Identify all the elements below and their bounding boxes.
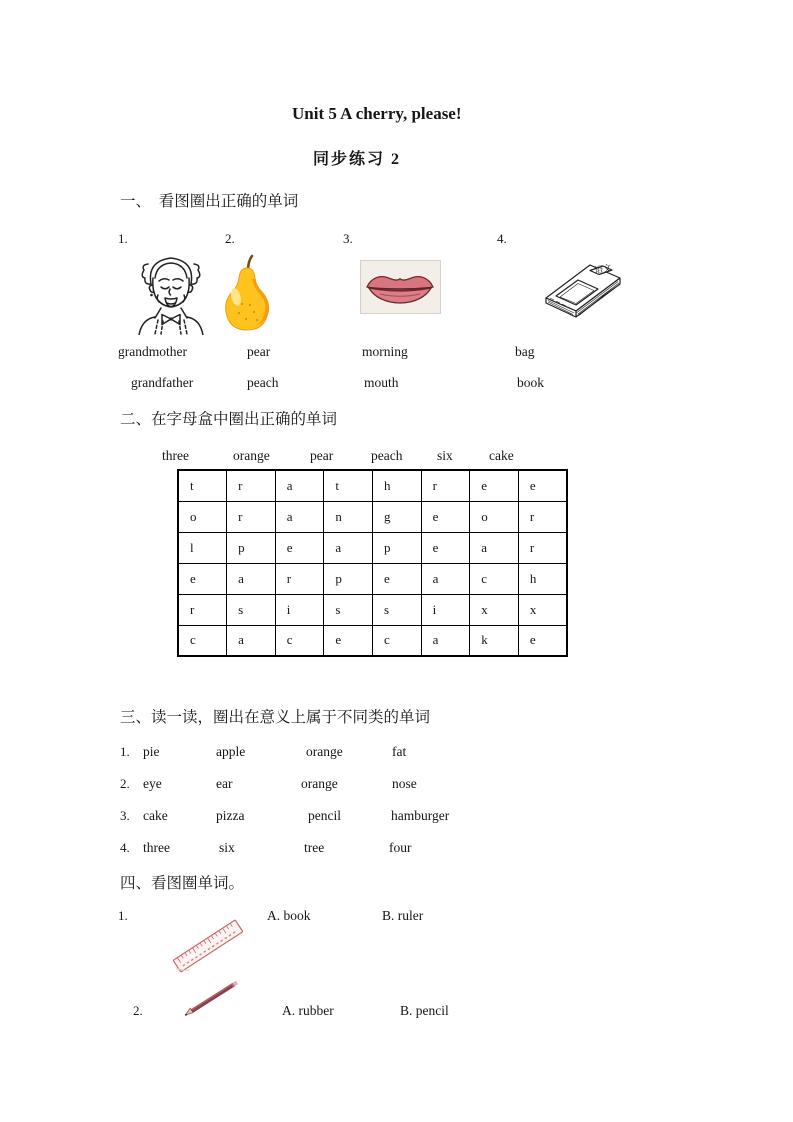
section3-row3-word4[interactable]: hamburger <box>391 808 450 823</box>
section3-row4-word1[interactable]: three <box>143 840 170 855</box>
letter-cell[interactable]: e <box>518 625 567 656</box>
section3-row4-word3[interactable]: tree <box>304 840 325 855</box>
letter-cell[interactable]: e <box>421 532 470 563</box>
section3-row1-word2[interactable]: apple <box>216 744 246 759</box>
option-pear[interactable]: pear <box>247 344 271 359</box>
section3-row4-word2[interactable]: six <box>219 840 235 855</box>
option-mouth[interactable]: mouth <box>364 375 399 390</box>
letter-cell[interactable]: r <box>518 501 567 532</box>
section4-item1-option-a[interactable]: A. book <box>267 908 311 923</box>
section3-row3-word2[interactable]: pizza <box>216 808 245 823</box>
letter-cell[interactable]: l <box>178 532 227 563</box>
grandmother-face-illustration <box>138 251 204 335</box>
section3-row1-number: 1. <box>120 744 130 759</box>
option-grandfather[interactable]: grandfather <box>131 375 194 390</box>
section3-row2-word2[interactable]: ear <box>216 776 233 791</box>
book-cover-text: 语文 <box>593 262 613 275</box>
wordbank-three: three <box>162 448 189 463</box>
letter-cell[interactable]: r <box>227 470 276 501</box>
letter-cell[interactable]: t <box>324 470 373 501</box>
letter-cell[interactable]: e <box>373 563 422 594</box>
section1-item2-number: 2. <box>225 231 235 246</box>
option-bag[interactable]: bag <box>515 344 535 359</box>
letter-cell[interactable]: e <box>178 563 227 594</box>
section3-row1-word3[interactable]: orange <box>306 744 343 759</box>
letter-cell[interactable]: k <box>470 625 519 656</box>
letter-cell[interactable]: e <box>324 625 373 656</box>
section3-row4-word4[interactable]: four <box>389 840 412 855</box>
letter-grid-row <box>178 625 567 656</box>
wordbank-orange: orange <box>233 448 270 463</box>
section3-row3-word1[interactable]: cake <box>143 808 168 823</box>
letter-cell[interactable]: i <box>275 594 324 625</box>
letter-cell[interactable]: x <box>470 594 519 625</box>
section4-item2-number: 2. <box>133 1003 143 1018</box>
letter-cell[interactable]: r <box>227 501 276 532</box>
letter-cell[interactable]: a <box>421 625 470 656</box>
letter-cell[interactable]: a <box>421 563 470 594</box>
letter-grid <box>177 469 568 657</box>
letter-cell[interactable]: r <box>178 594 227 625</box>
letter-cell[interactable]: r <box>421 470 470 501</box>
letter-cell[interactable]: h <box>518 563 567 594</box>
section4-item1-option-b[interactable]: B. ruler <box>382 908 424 923</box>
section4-item2-option-b[interactable]: B. pencil <box>400 1003 449 1018</box>
section4-item1-number: 1. <box>118 908 128 923</box>
section3-row2-number: 2. <box>120 776 130 791</box>
letter-cell[interactable]: a <box>324 532 373 563</box>
pear-illustration <box>224 254 270 334</box>
letter-grid-row <box>178 532 567 563</box>
letter-grid-row <box>178 470 567 501</box>
section2-heading: 二、在字母盒中圈出正确的单词 <box>120 411 338 428</box>
section4-item2-option-a[interactable]: A. rubber <box>282 1003 334 1018</box>
letter-cell[interactable]: p <box>324 563 373 594</box>
letter-cell[interactable]: c <box>470 563 519 594</box>
letter-grid-row <box>178 563 567 594</box>
letter-cell[interactable]: s <box>227 594 276 625</box>
section4-heading: 四、看图圈单词。 <box>120 875 245 892</box>
letter-cell[interactable]: s <box>324 594 373 625</box>
letter-cell[interactable]: a <box>275 470 324 501</box>
letter-cell[interactable]: h <box>373 470 422 501</box>
section3-row1-word1[interactable]: pie <box>143 744 160 759</box>
wordbank-cake: cake <box>489 448 514 463</box>
wordbank-peach: peach <box>371 448 403 463</box>
letter-cell[interactable]: g <box>373 501 422 532</box>
option-peach[interactable]: peach <box>247 375 279 390</box>
letter-cell[interactable]: c <box>275 625 324 656</box>
letter-cell[interactable]: e <box>421 501 470 532</box>
letter-cell[interactable]: p <box>227 532 276 563</box>
section3-row2-word1[interactable]: eye <box>143 776 162 791</box>
letter-cell[interactable]: s <box>373 594 422 625</box>
letter-cell[interactable]: p <box>373 532 422 563</box>
section1-item3-number: 3. <box>343 231 353 246</box>
letter-cell[interactable]: o <box>178 501 227 532</box>
ruler-illustration <box>168 918 248 976</box>
letter-cell[interactable]: x <box>518 594 567 625</box>
letter-grid-row <box>178 501 567 532</box>
letter-cell[interactable]: i <box>421 594 470 625</box>
pencil-illustration <box>182 975 246 1019</box>
letter-cell[interactable]: c <box>373 625 422 656</box>
option-book[interactable]: book <box>517 375 544 390</box>
section1-item4-number: 4. <box>497 231 507 246</box>
section3-heading: 三、读一读，圈出在意义上属于不同类的单词 <box>120 709 431 726</box>
letter-cell[interactable]: a <box>470 532 519 563</box>
page-title: Unit 5 A cherry, please! <box>292 104 462 123</box>
section3-row3-number: 3. <box>120 808 130 823</box>
section3-row2-word3[interactable]: orange <box>301 776 338 791</box>
letter-cell[interactable]: e <box>275 532 324 563</box>
wordbank-pear: pear <box>310 448 334 463</box>
letter-cell[interactable]: e <box>470 470 519 501</box>
wordbank-six: six <box>437 448 453 463</box>
option-grandmother[interactable]: grandmother <box>118 344 187 359</box>
section1-heading: 一、 看图圈出正确的单词 <box>120 193 299 210</box>
letter-cell[interactable]: n <box>324 501 373 532</box>
letter-grid-body <box>178 470 567 656</box>
letter-cell[interactable]: e <box>518 470 567 501</box>
section3-row3-word3[interactable]: pencil <box>308 808 341 823</box>
section3-row4-number: 4. <box>120 840 130 855</box>
letter-cell[interactable]: r <box>275 563 324 594</box>
page-subtitle: 同步练习 2 <box>313 151 402 168</box>
letter-grid-row <box>178 594 567 625</box>
letter-cell[interactable]: a <box>275 501 324 532</box>
mouth-illustration <box>360 260 441 314</box>
section1-item1-number: 1. <box>118 231 128 246</box>
letter-cell[interactable]: r <box>518 532 567 563</box>
chinese-textbook-illustration <box>540 258 625 320</box>
letter-cell[interactable]: o <box>470 501 519 532</box>
option-morning[interactable]: morning <box>362 344 408 359</box>
section3-row1-word4[interactable]: fat <box>392 744 407 759</box>
letter-cell[interactable]: a <box>227 563 276 594</box>
letter-cell[interactable]: c <box>178 625 227 656</box>
section3-row2-word4[interactable]: nose <box>392 776 417 791</box>
letter-cell[interactable]: t <box>178 470 227 501</box>
letter-cell[interactable]: a <box>227 625 276 656</box>
